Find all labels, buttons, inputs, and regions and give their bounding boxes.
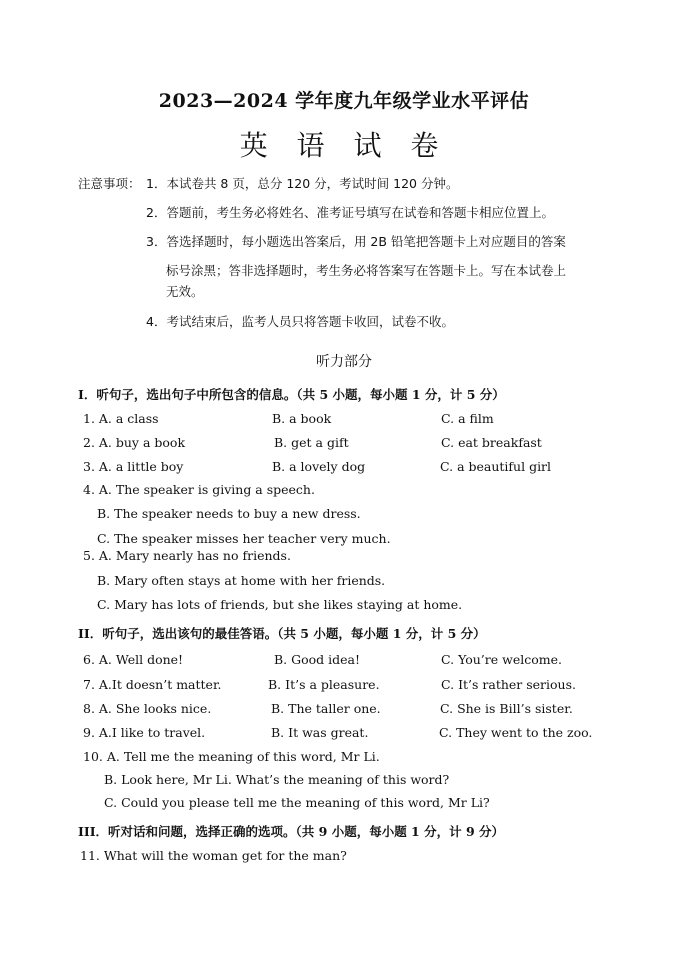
q10-option-c: C. Could you please tell me the meaning of this word, Mr Li? — [104, 795, 490, 810]
note-item-2: 2．答题前，考生务必将姓名、准考证号填写在试卷和答题卡相应位置上。 — [146, 205, 554, 220]
note-item-3-end: 无效。 — [166, 284, 204, 299]
note-item-3-cont: 标号涂黑；答非选择题时，考生务必将答案写在答题卡上。写在本试卷上 — [166, 263, 567, 278]
q8-option-b: B. The taller one. — [271, 701, 381, 716]
q7-option-a: 7. A.It doesn’t matter. — [83, 677, 222, 692]
q5-option-b: B. Mary often stays at home with her friends. — [97, 573, 386, 588]
q7-option-b: B. It’s a pleasure. — [268, 677, 380, 692]
q2-option-a: 2. A. buy a book — [83, 435, 186, 450]
q4-option-c: C. The speaker misses her teacher very much. — [97, 531, 391, 546]
q3-option-c: C. a beautiful girl — [440, 459, 552, 474]
q6-option-c: C. You’re welcome. — [441, 652, 562, 667]
q8-option-a: 8. A. She looks nice. — [83, 701, 212, 716]
listening-section-title: 听力部分 — [316, 354, 372, 370]
q9-option-c: C. They went to the zoo. — [439, 725, 593, 740]
q5-option-c: C. Mary has lots of friends, but she likes staying at home. — [97, 597, 463, 612]
q6-option-b: B. Good idea! — [274, 652, 361, 667]
q10-option-b: B. Look here, Mr Li. What’s the meaning of this word? — [104, 772, 450, 787]
exam-subject: 英 语 试 卷 — [239, 129, 449, 162]
note-item-3: 3．答选择题时，每小题选出答案后，用 2B 铅笔把答题卡上对应题目的答案 — [146, 234, 566, 249]
q4-option-b: B. The speaker needs to buy a new dress. — [97, 506, 361, 521]
notes-label: 注意事项： — [78, 176, 141, 191]
q10-option-a: 10. A. Tell me the meaning of this word, Mr Li. — [83, 749, 380, 764]
section-1-heading: I．听句子，选出句子中所包含的信息。（共 5 小题，每小题 1 分，计 5 分） — [78, 387, 505, 402]
q3-option-b: B. a lovely dog — [272, 459, 366, 474]
q4-option-a: 4. A. The speaker is giving a speech. — [83, 482, 315, 497]
q1-option-b: B. a book — [272, 411, 332, 426]
note-item-1: 1．本试卷共 8 页，总分 120 分，考试时间 120 分钟。 — [146, 176, 459, 191]
section-3-heading: III．听对话和问题，选择正确的选项。（共 9 小题，每小题 1 分，计 9 分） — [78, 824, 504, 839]
q9-option-a: 9. A.I like to travel. — [83, 725, 206, 740]
note-item-4: 4．考试结束后，监考人员只将答题卡收回，试卷不收。 — [146, 314, 454, 329]
section-2-heading: II．听句子，选出该句的最佳答语。（共 5 小题，每小题 1 分，计 5 分） — [78, 626, 486, 641]
q6-option-a: 6. A. Well done! — [83, 652, 184, 667]
q5-option-a: 5. A. Mary nearly has no friends. — [83, 548, 291, 563]
q3-option-a: 3. A. a little boy — [83, 459, 184, 474]
exam-title: 2023—2024 学年度九年级学业水平评估 — [158, 90, 530, 112]
q1-option-a: 1. A. a class — [83, 411, 159, 426]
q9-option-b: B. It was great. — [271, 725, 369, 740]
q2-option-c: C. eat breakfast — [441, 435, 542, 450]
q8-option-c: C. She is Bill’s sister. — [440, 701, 573, 716]
q2-option-b: B. get a gift — [274, 435, 349, 450]
q1-option-c: C. a film — [441, 411, 494, 426]
q7-option-c: C. It’s rather serious. — [441, 677, 576, 692]
q11-question: 11. What will the woman get for the man? — [80, 848, 347, 863]
